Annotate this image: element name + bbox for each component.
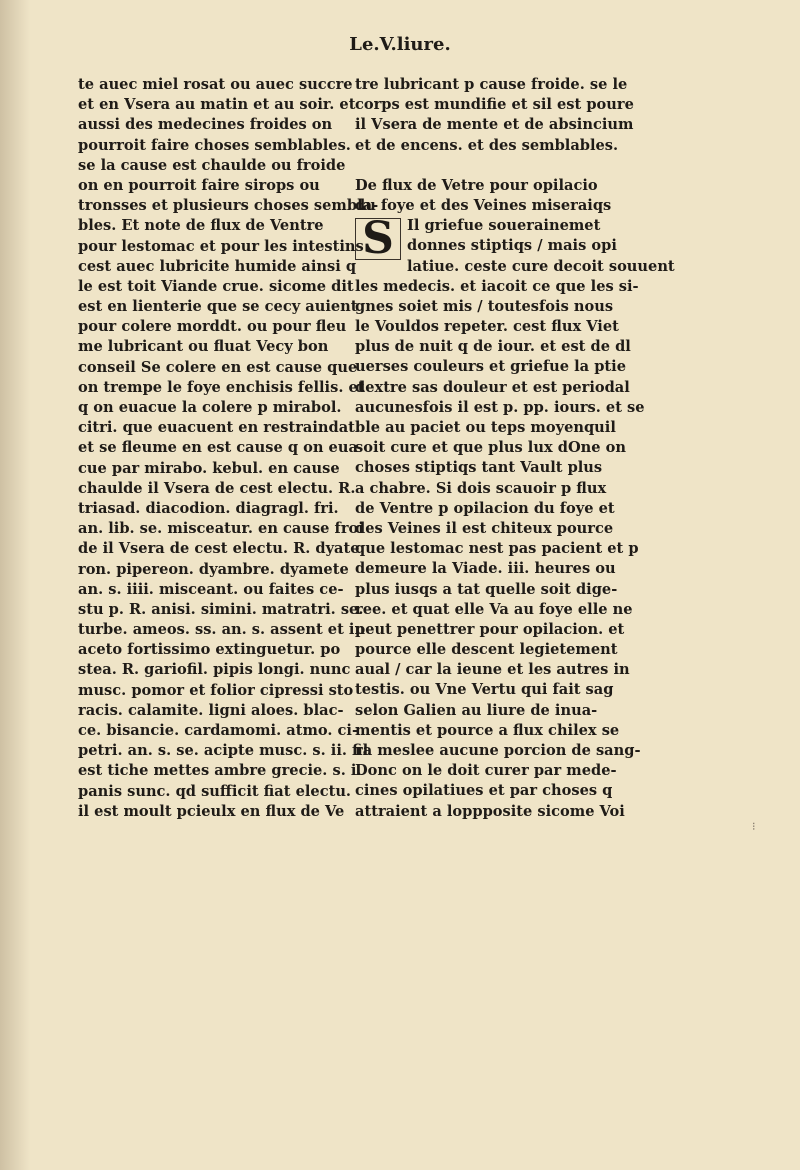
text-line: dextre sas douleur et est periodal xyxy=(355,378,630,396)
text-line: se la cause est chaulde ou froide xyxy=(78,156,346,174)
text-line: chaulde il Vsera de cest electu. R. xyxy=(78,479,356,497)
text-line: on trempe le foye enchisis fellis. et xyxy=(78,378,365,396)
text-line: pour colere morddt. ou pour fleu xyxy=(78,318,347,336)
text-line: ree. et quat elle Va au foye elle ne xyxy=(355,600,633,618)
text-line: mentis et pource a flux chilex se xyxy=(355,721,620,739)
text-line: plus de nuit q de iour. et est de dl xyxy=(355,338,631,356)
right-column xyxy=(355,75,675,822)
text-line: de Ventre p opilacion du foye et xyxy=(355,499,615,517)
text-line: turbe. ameos. ss. an. s. assent et in xyxy=(78,621,366,639)
text-line: ra meslee aucune porcion de sang- xyxy=(355,742,641,759)
text-line: aucunesfois il est p. pp. iours. et se xyxy=(355,398,645,416)
text-line: a chabre. Si dois scauoir p flux xyxy=(355,479,607,497)
text-line: soit cure et que plus lux dOne on xyxy=(355,439,626,457)
text-line: choses stiptiqs tant Vault plus xyxy=(355,459,603,477)
text-line: panis sunc. qd sufficit fiat electu. xyxy=(78,782,352,800)
text-line: stu p. R. anisi. simini. matratri. se. xyxy=(78,600,364,618)
text-line: Donc on le doit curer par mede- xyxy=(355,762,617,780)
text-line: est tiche mettes ambre grecie. s. i. xyxy=(78,762,362,780)
text-line: an. lib. se. misceatur. en cause froi xyxy=(78,520,364,538)
text-line: cines opilatiues et par choses q xyxy=(355,782,613,800)
text-line: on en pourroit faire sirops ou xyxy=(78,176,320,194)
text-line: uerses couleurs et griefue la ptie xyxy=(355,358,626,376)
text-line: et en Vsera au matin et au soir. et xyxy=(78,96,356,114)
right-column-top-text xyxy=(355,75,665,156)
text-line: aceto fortissimo extinguetur. po xyxy=(78,641,341,659)
section-heading-line2: du foye et des Veines miseraiqs xyxy=(355,196,612,214)
text-line: aual / car la ieune et les autres in xyxy=(355,661,630,679)
text-line: triasad. diacodion. diagragl. fri. xyxy=(78,499,339,517)
text-line: les medecis. et iacoit ce que les si- xyxy=(355,277,639,295)
text-line: il est moult pcieulx en flux de Ve xyxy=(78,802,345,820)
margin-mark: ⁝ xyxy=(752,820,756,833)
text-line: pourroit faire choses semblables. xyxy=(78,136,351,154)
text-line: Il griefue souerainemet xyxy=(407,217,601,235)
text-line: des Veines il est chiteux pource xyxy=(355,519,614,537)
text-line: aussi des medecines froides on xyxy=(78,116,333,134)
text-line: selon Galien au liure de inua- xyxy=(355,701,598,719)
running-header: Le.V.liure. xyxy=(349,34,451,55)
text-line: me lubricant ou fluat Vecy bon xyxy=(78,338,329,356)
text-line: racis. calamite. ligni aloes. blac- xyxy=(78,701,344,719)
text-line: an. s. iiii. misceant. ou faites ce- xyxy=(78,580,344,598)
text-line: corps est mundifie et sil est poure xyxy=(355,96,634,114)
text-line: donnes stiptiqs / mais opi xyxy=(407,237,617,255)
text-line: ble au paciet ou teps moyenquil xyxy=(355,419,616,436)
text-line: il Vsera de mente et de absincium xyxy=(355,116,634,134)
drop-cap-lines xyxy=(355,216,675,277)
text-line: conseil Se colere en est cause que xyxy=(78,358,358,376)
text-line: attraient a loppposite sicome Voi xyxy=(355,802,625,820)
drop-cap-block xyxy=(355,213,675,277)
text-line: ce. bisancie. cardamomi. atmo. ci- xyxy=(78,722,359,739)
text-line: est en lienterie que se cecy auient xyxy=(78,298,358,316)
text-line: gnes soiet mis / toutesfois nous xyxy=(355,297,614,315)
text-line: plus iusqs a tat quelle soit dige- xyxy=(355,580,618,598)
text-line: pour lestomac et pour les intestins xyxy=(78,237,364,255)
text-line: bles. Et note de flux de Ventre xyxy=(78,217,324,235)
text-line: testis. ou Vne Vertu qui fait sag xyxy=(355,681,614,699)
text-line: le Vouldos repeter. cest flux Viet xyxy=(355,318,619,336)
text-line: demeure la Viade. iii. heures ou xyxy=(355,560,616,578)
text-line: petri. an. s. se. acipte musc. s. ii. fil xyxy=(78,742,369,760)
text-line: le est toit Viande crue. sicome dit xyxy=(78,277,354,295)
drop-cap-initial: S xyxy=(355,218,401,260)
text-line: ron. pipereon. dyambre. dyamete xyxy=(78,560,349,578)
right-column-body xyxy=(355,277,665,822)
text-line: que lestomac nest pas pacient et p xyxy=(355,540,639,558)
text-line: cue par mirabo. kebul. en cause xyxy=(78,459,340,477)
text-line: et de encens. et des semblables. xyxy=(355,136,619,154)
section-heading: De flux de Vetre pour opilacio xyxy=(355,176,598,194)
text-line: te auec miel rosat ou auec succre xyxy=(78,76,353,93)
text-line: tronsses et plusieurs choses sembla- xyxy=(78,197,379,215)
text-line: latiue. ceste cure decoit souuent xyxy=(407,257,675,275)
text-line: et se fleume en est cause q on eua xyxy=(78,439,358,457)
text-line: q on euacue la colere p mirabol. xyxy=(78,399,342,416)
left-column xyxy=(78,75,379,822)
text-line: peut penettrer pour opilacion. et xyxy=(355,620,625,638)
text-line: cest auec lubricite humide ainsi q xyxy=(78,257,357,275)
text-line: stea. R. gariofil. pipis longi. nunc xyxy=(78,661,351,679)
text-line: pource elle descent legietement xyxy=(355,641,618,659)
text-line: de il Vsera de cest electu. R. dyate xyxy=(78,540,360,558)
binding-shadow xyxy=(0,0,30,1170)
text-line: tre lubricant p cause froide. se le xyxy=(355,76,628,93)
text-line: citri. que euacuent en restraindat xyxy=(78,419,355,437)
text-line: musc. pomor et folior cipressi sto xyxy=(78,681,354,699)
